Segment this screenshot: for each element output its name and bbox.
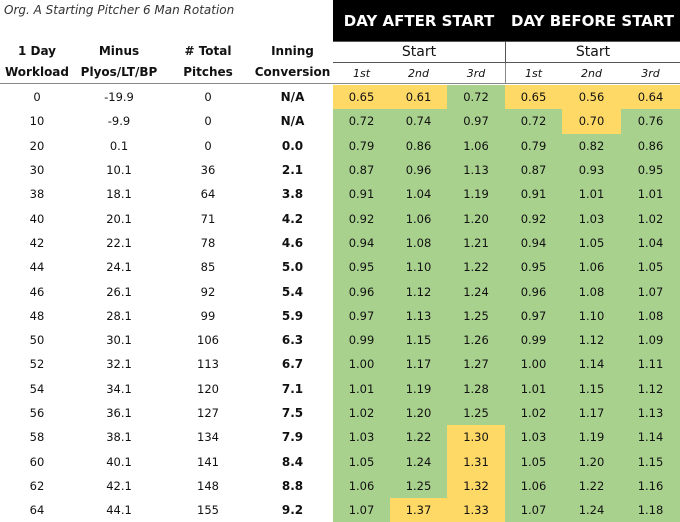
before-inning-1-cell: 0.97 bbox=[505, 304, 562, 328]
before-inning-2-cell: 1.12 bbox=[562, 328, 621, 352]
after-inning-3-cell: 1.20 bbox=[447, 206, 505, 230]
before-inning-3-cell: 1.07 bbox=[621, 279, 680, 303]
after-inning-1-cell: 1.06 bbox=[333, 474, 390, 498]
table-row bbox=[0, 255, 680, 279]
after-inning-1-cell: 1.05 bbox=[333, 449, 390, 473]
after-inning-2-cell: 1.25 bbox=[390, 474, 447, 498]
before-inning-2-cell: 0.93 bbox=[562, 158, 621, 182]
table-row bbox=[0, 85, 680, 109]
inning-cell: 0.0 bbox=[281, 138, 304, 153]
pitches-cell: 127 bbox=[197, 406, 219, 420]
minus-header-line2: Plyos/LT/BP bbox=[80, 65, 158, 79]
minus-cell: 36.1 bbox=[106, 406, 132, 420]
pitches-cell: 64 bbox=[200, 187, 216, 202]
workload-cell: 30 bbox=[29, 163, 45, 178]
after-inning-2-cell: 1.22 bbox=[390, 425, 447, 449]
workload-cell: 48 bbox=[29, 308, 45, 323]
after-inning-1-cell: 0.96 bbox=[333, 279, 390, 303]
workload-cell: 52 bbox=[29, 357, 45, 372]
after-inning-2-cell: 1.04 bbox=[390, 182, 447, 206]
after-inning-2nd: 2nd bbox=[408, 67, 429, 80]
after-inning-3-cell: 1.30 bbox=[447, 425, 505, 449]
table-row bbox=[0, 401, 680, 425]
after-inning-3-cell: 1.06 bbox=[447, 134, 505, 158]
minus-cell: -19.9 bbox=[104, 90, 134, 105]
minus-cell: 20.1 bbox=[106, 211, 132, 226]
before-inning-1-cell: 0.99 bbox=[505, 328, 562, 352]
pitches-cell: 113 bbox=[197, 357, 219, 372]
table-row bbox=[0, 279, 680, 303]
day-after-start-header: DAY AFTER START bbox=[333, 0, 505, 41]
table-row bbox=[0, 352, 680, 376]
pitches-cell: 120 bbox=[197, 381, 219, 396]
inning-cell: N/A bbox=[280, 90, 305, 105]
after-inning-2-cell: 1.12 bbox=[390, 279, 447, 303]
after-inning-3-cell: 1.26 bbox=[447, 328, 505, 352]
after-inning-3-cell: 1.28 bbox=[447, 377, 505, 401]
minus-cell: 18.1 bbox=[106, 187, 132, 202]
workload-cell: 46 bbox=[29, 284, 45, 299]
after-inning-1-cell: 1.01 bbox=[333, 377, 390, 401]
before-inning-1-cell: 0.92 bbox=[505, 206, 562, 230]
pitches-cell: 36 bbox=[200, 163, 216, 178]
table-row bbox=[0, 328, 680, 352]
before-inning-3rd: 3rd bbox=[641, 67, 660, 80]
minus-cell: 32.1 bbox=[106, 357, 132, 372]
table-row bbox=[0, 158, 680, 182]
workload-cell: 50 bbox=[29, 333, 45, 348]
before-inning-3-cell: 1.02 bbox=[621, 206, 680, 230]
after-inning-3-cell: 1.21 bbox=[447, 231, 505, 255]
pitches-cell: 155 bbox=[197, 503, 219, 518]
table-row bbox=[0, 231, 680, 255]
table-body bbox=[0, 85, 680, 522]
before-inning-1-cell: 1.06 bbox=[505, 474, 562, 498]
after-inning-2-cell: 0.74 bbox=[390, 109, 447, 133]
pitches-cell: 0 bbox=[204, 90, 212, 105]
minus-header bbox=[74, 42, 164, 82]
inning-cell: 4.6 bbox=[281, 235, 304, 250]
workload-cell: 58 bbox=[29, 430, 45, 445]
minus-cell: 44.1 bbox=[106, 503, 132, 518]
table-row bbox=[0, 109, 680, 133]
before-inning-3-cell: 1.04 bbox=[621, 231, 680, 255]
workload-cell: 38 bbox=[29, 187, 45, 202]
after-inning-1-cell: 0.65 bbox=[333, 85, 390, 109]
after-inning-2-cell: 1.19 bbox=[390, 377, 447, 401]
group-divider bbox=[505, 63, 506, 84]
inning-cell: 4.2 bbox=[281, 211, 304, 226]
before-inning-2-cell: 1.14 bbox=[562, 352, 621, 376]
before-inning-2-cell: 1.15 bbox=[562, 377, 621, 401]
before-inning-1-cell: 0.79 bbox=[505, 134, 562, 158]
after-inning-2-cell: 0.61 bbox=[390, 85, 447, 109]
after-inning-1-cell: 0.72 bbox=[333, 109, 390, 133]
after-inning-3-cell: 1.25 bbox=[447, 401, 505, 425]
before-inning-2-cell: 1.19 bbox=[562, 425, 621, 449]
minus-cell: 0.1 bbox=[109, 138, 129, 153]
before-inning-1-cell: 0.65 bbox=[505, 85, 562, 109]
after-inning-1-cell: 1.02 bbox=[333, 401, 390, 425]
before-inning-1-cell: 0.96 bbox=[505, 279, 562, 303]
pitches-header-line1: # Total bbox=[184, 44, 232, 58]
after-inning-1-cell: 0.95 bbox=[333, 255, 390, 279]
table-row bbox=[0, 134, 680, 158]
pitches-cell: 99 bbox=[200, 308, 216, 323]
after-inning-1-cell: 0.87 bbox=[333, 158, 390, 182]
after-inning-3-cell: 1.31 bbox=[447, 449, 505, 473]
after-inning-3-cell: 1.32 bbox=[447, 474, 505, 498]
after-inning-3-cell: 1.19 bbox=[447, 182, 505, 206]
before-inning-1-cell: 1.03 bbox=[505, 425, 562, 449]
after-inning-2-cell: 1.15 bbox=[390, 328, 447, 352]
minus-cell: 34.1 bbox=[106, 381, 132, 396]
table-row bbox=[0, 474, 680, 498]
workload-cell: 10 bbox=[29, 114, 45, 129]
inning-cell: 2.1 bbox=[281, 163, 304, 178]
header-divider bbox=[0, 83, 680, 84]
before-inning-3-cell: 1.18 bbox=[621, 498, 680, 522]
minus-cell: 30.1 bbox=[106, 333, 132, 348]
after-inning-3-cell: 1.24 bbox=[447, 279, 505, 303]
before-inning-1st: 1st bbox=[524, 67, 543, 80]
before-inning-2-cell: 1.10 bbox=[562, 304, 621, 328]
before-inning-1-cell: 1.05 bbox=[505, 449, 562, 473]
before-inning-2nd: 2nd bbox=[581, 67, 602, 80]
before-inning-3-cell: 1.05 bbox=[621, 255, 680, 279]
workload-cell: 44 bbox=[29, 260, 45, 275]
workload-cell: 64 bbox=[29, 503, 45, 518]
before-inning-3-cell: 1.13 bbox=[621, 401, 680, 425]
inning-cell: 7.5 bbox=[281, 406, 304, 420]
after-inning-3-cell: 0.72 bbox=[447, 85, 505, 109]
inning-cell: 9.2 bbox=[281, 503, 304, 518]
before-inning-3-cell: 1.11 bbox=[621, 352, 680, 376]
before-inning-3-cell: 0.86 bbox=[621, 134, 680, 158]
minus-header-line1: Minus bbox=[98, 44, 140, 58]
inning-cell: 5.0 bbox=[281, 260, 304, 275]
workload-cell: 20 bbox=[29, 138, 45, 153]
workload-cell: 62 bbox=[29, 478, 45, 493]
minus-cell: 38.1 bbox=[106, 430, 132, 445]
pitches-cell: 78 bbox=[200, 235, 216, 250]
inning-cell: N/A bbox=[280, 114, 305, 129]
pitches-header bbox=[164, 42, 252, 82]
before-inning-3-cell: 1.16 bbox=[621, 474, 680, 498]
before-inning-2-cell: 1.01 bbox=[562, 182, 621, 206]
before-inning-1-cell: 0.94 bbox=[505, 231, 562, 255]
inning-conversion-header bbox=[252, 42, 333, 82]
after-inning-1-cell: 0.99 bbox=[333, 328, 390, 352]
pitches-cell: 92 bbox=[200, 284, 216, 299]
before-inning-2-cell: 0.70 bbox=[562, 109, 621, 133]
table-row bbox=[0, 498, 680, 522]
minus-cell: -9.9 bbox=[107, 114, 131, 129]
before-inning-3-cell: 1.01 bbox=[621, 182, 680, 206]
before-inning-3-cell: 0.76 bbox=[621, 109, 680, 133]
after-inning-2-cell: 1.37 bbox=[390, 498, 447, 522]
before-inning-3-cell: 1.08 bbox=[621, 304, 680, 328]
workload-cell: 60 bbox=[29, 454, 45, 469]
before-start-subheader: Start bbox=[505, 41, 680, 63]
after-inning-1-cell: 0.91 bbox=[333, 182, 390, 206]
table-row bbox=[0, 206, 680, 230]
minus-cell: 40.1 bbox=[106, 454, 132, 469]
before-inning-3-cell: 0.95 bbox=[621, 158, 680, 182]
before-inning-1-cell: 0.87 bbox=[505, 158, 562, 182]
table-row bbox=[0, 377, 680, 401]
workload-header bbox=[0, 42, 74, 82]
before-inning-1-cell: 0.91 bbox=[505, 182, 562, 206]
after-inning-1st: 1st bbox=[352, 67, 371, 80]
before-inning-2-cell: 1.03 bbox=[562, 206, 621, 230]
after-inning-3-cell: 1.25 bbox=[447, 304, 505, 328]
after-inning-2-cell: 1.06 bbox=[390, 206, 447, 230]
before-inning-2-cell: 1.06 bbox=[562, 255, 621, 279]
before-inning-3-cell: 1.15 bbox=[621, 449, 680, 473]
pitches-header-line2: Pitches bbox=[183, 65, 233, 79]
workload-cell: 54 bbox=[29, 381, 45, 396]
before-inning-1-cell: 1.01 bbox=[505, 377, 562, 401]
minus-cell: 22.1 bbox=[106, 235, 132, 250]
after-inning-3rd: 3rd bbox=[466, 67, 486, 80]
inning-cell: 8.4 bbox=[281, 454, 304, 469]
before-inning-2-cell: 1.20 bbox=[562, 449, 621, 473]
before-inning-1-cell: 1.00 bbox=[505, 352, 562, 376]
before-inning-2-cell: 1.08 bbox=[562, 279, 621, 303]
inning-cell: 6.3 bbox=[281, 333, 304, 348]
after-inning-3-cell: 0.97 bbox=[447, 109, 505, 133]
before-inning-2-cell: 0.56 bbox=[562, 85, 621, 109]
after-inning-1-cell: 0.97 bbox=[333, 304, 390, 328]
inning-cell: 5.9 bbox=[281, 308, 304, 323]
after-inning-2-cell: 1.17 bbox=[390, 352, 447, 376]
after-inning-2-cell: 1.24 bbox=[390, 449, 447, 473]
before-inning-3-cell: 0.64 bbox=[621, 85, 680, 109]
after-inning-2-cell: 1.13 bbox=[390, 304, 447, 328]
table-row bbox=[0, 304, 680, 328]
table-row bbox=[0, 425, 680, 449]
day-before-start-header: DAY BEFORE START bbox=[505, 0, 680, 41]
pitches-cell: 0 bbox=[204, 138, 212, 153]
before-inning-3-cell: 1.12 bbox=[621, 377, 680, 401]
after-inning-2-cell: 1.08 bbox=[390, 231, 447, 255]
inning-cell: 8.8 bbox=[281, 478, 304, 493]
after-start-subheader: Start bbox=[333, 41, 505, 63]
before-inning-2-cell: 1.05 bbox=[562, 231, 621, 255]
workload-cell: 0 bbox=[33, 90, 41, 105]
after-inning-1-cell: 1.00 bbox=[333, 352, 390, 376]
before-inning-1-cell: 0.72 bbox=[505, 109, 562, 133]
inning-header-line2: Conversion bbox=[254, 65, 331, 79]
pitches-cell: 106 bbox=[197, 333, 219, 348]
after-inning-1-cell: 1.03 bbox=[333, 425, 390, 449]
before-inning-2-cell: 1.24 bbox=[562, 498, 621, 522]
inning-cell: 5.4 bbox=[281, 284, 304, 299]
after-inning-2-cell: 1.20 bbox=[390, 401, 447, 425]
before-inning-3-cell: 1.09 bbox=[621, 328, 680, 352]
inning-cell: 7.9 bbox=[281, 430, 304, 445]
before-inning-1-cell: 1.07 bbox=[505, 498, 562, 522]
before-inning-1-cell: 0.95 bbox=[505, 255, 562, 279]
workload-header-line1: 1 Day bbox=[17, 44, 57, 58]
workload-cell: 40 bbox=[29, 211, 45, 226]
after-inning-1-cell: 0.94 bbox=[333, 231, 390, 255]
table-row bbox=[0, 182, 680, 206]
after-inning-3-cell: 1.13 bbox=[447, 158, 505, 182]
pitches-cell: 0 bbox=[204, 114, 212, 129]
after-inning-3-cell: 1.22 bbox=[447, 255, 505, 279]
pitches-cell: 141 bbox=[197, 454, 219, 469]
workload-cell: 56 bbox=[29, 406, 45, 420]
inning-cell: 6.7 bbox=[281, 357, 304, 372]
pitches-cell: 134 bbox=[197, 430, 219, 445]
after-inning-2-cell: 1.10 bbox=[390, 255, 447, 279]
table-row bbox=[0, 449, 680, 473]
after-inning-3-cell: 1.33 bbox=[447, 498, 505, 522]
inning-header-line1: Inning bbox=[271, 44, 314, 58]
minus-cell: 42.1 bbox=[106, 478, 132, 493]
inning-cell: 3.8 bbox=[281, 187, 304, 202]
sheet-title: Org. A Starting Pitcher 6 Man Rotation bbox=[4, 3, 235, 17]
after-inning-1-cell: 1.07 bbox=[333, 498, 390, 522]
pitches-cell: 85 bbox=[200, 260, 216, 275]
minus-cell: 26.1 bbox=[106, 284, 132, 299]
workload-cell: 42 bbox=[29, 235, 45, 250]
before-inning-2-cell: 1.22 bbox=[562, 474, 621, 498]
before-inning-3-cell: 1.14 bbox=[621, 425, 680, 449]
minus-cell: 10.1 bbox=[106, 163, 132, 178]
before-inning-1-cell: 1.02 bbox=[505, 401, 562, 425]
after-inning-1-cell: 0.92 bbox=[333, 206, 390, 230]
after-inning-1-cell: 0.79 bbox=[333, 134, 390, 158]
after-inning-2-cell: 0.86 bbox=[390, 134, 447, 158]
pitches-cell: 148 bbox=[197, 478, 219, 493]
before-inning-2-cell: 1.17 bbox=[562, 401, 621, 425]
after-inning-3-cell: 1.27 bbox=[447, 352, 505, 376]
minus-cell: 28.1 bbox=[106, 308, 132, 323]
workload-header-line2: Workload bbox=[5, 65, 69, 79]
minus-cell: 24.1 bbox=[106, 260, 132, 275]
pitches-cell: 71 bbox=[200, 211, 216, 226]
after-inning-2-cell: 0.96 bbox=[390, 158, 447, 182]
inning-cell: 7.1 bbox=[281, 381, 304, 396]
before-inning-2-cell: 0.82 bbox=[562, 134, 621, 158]
